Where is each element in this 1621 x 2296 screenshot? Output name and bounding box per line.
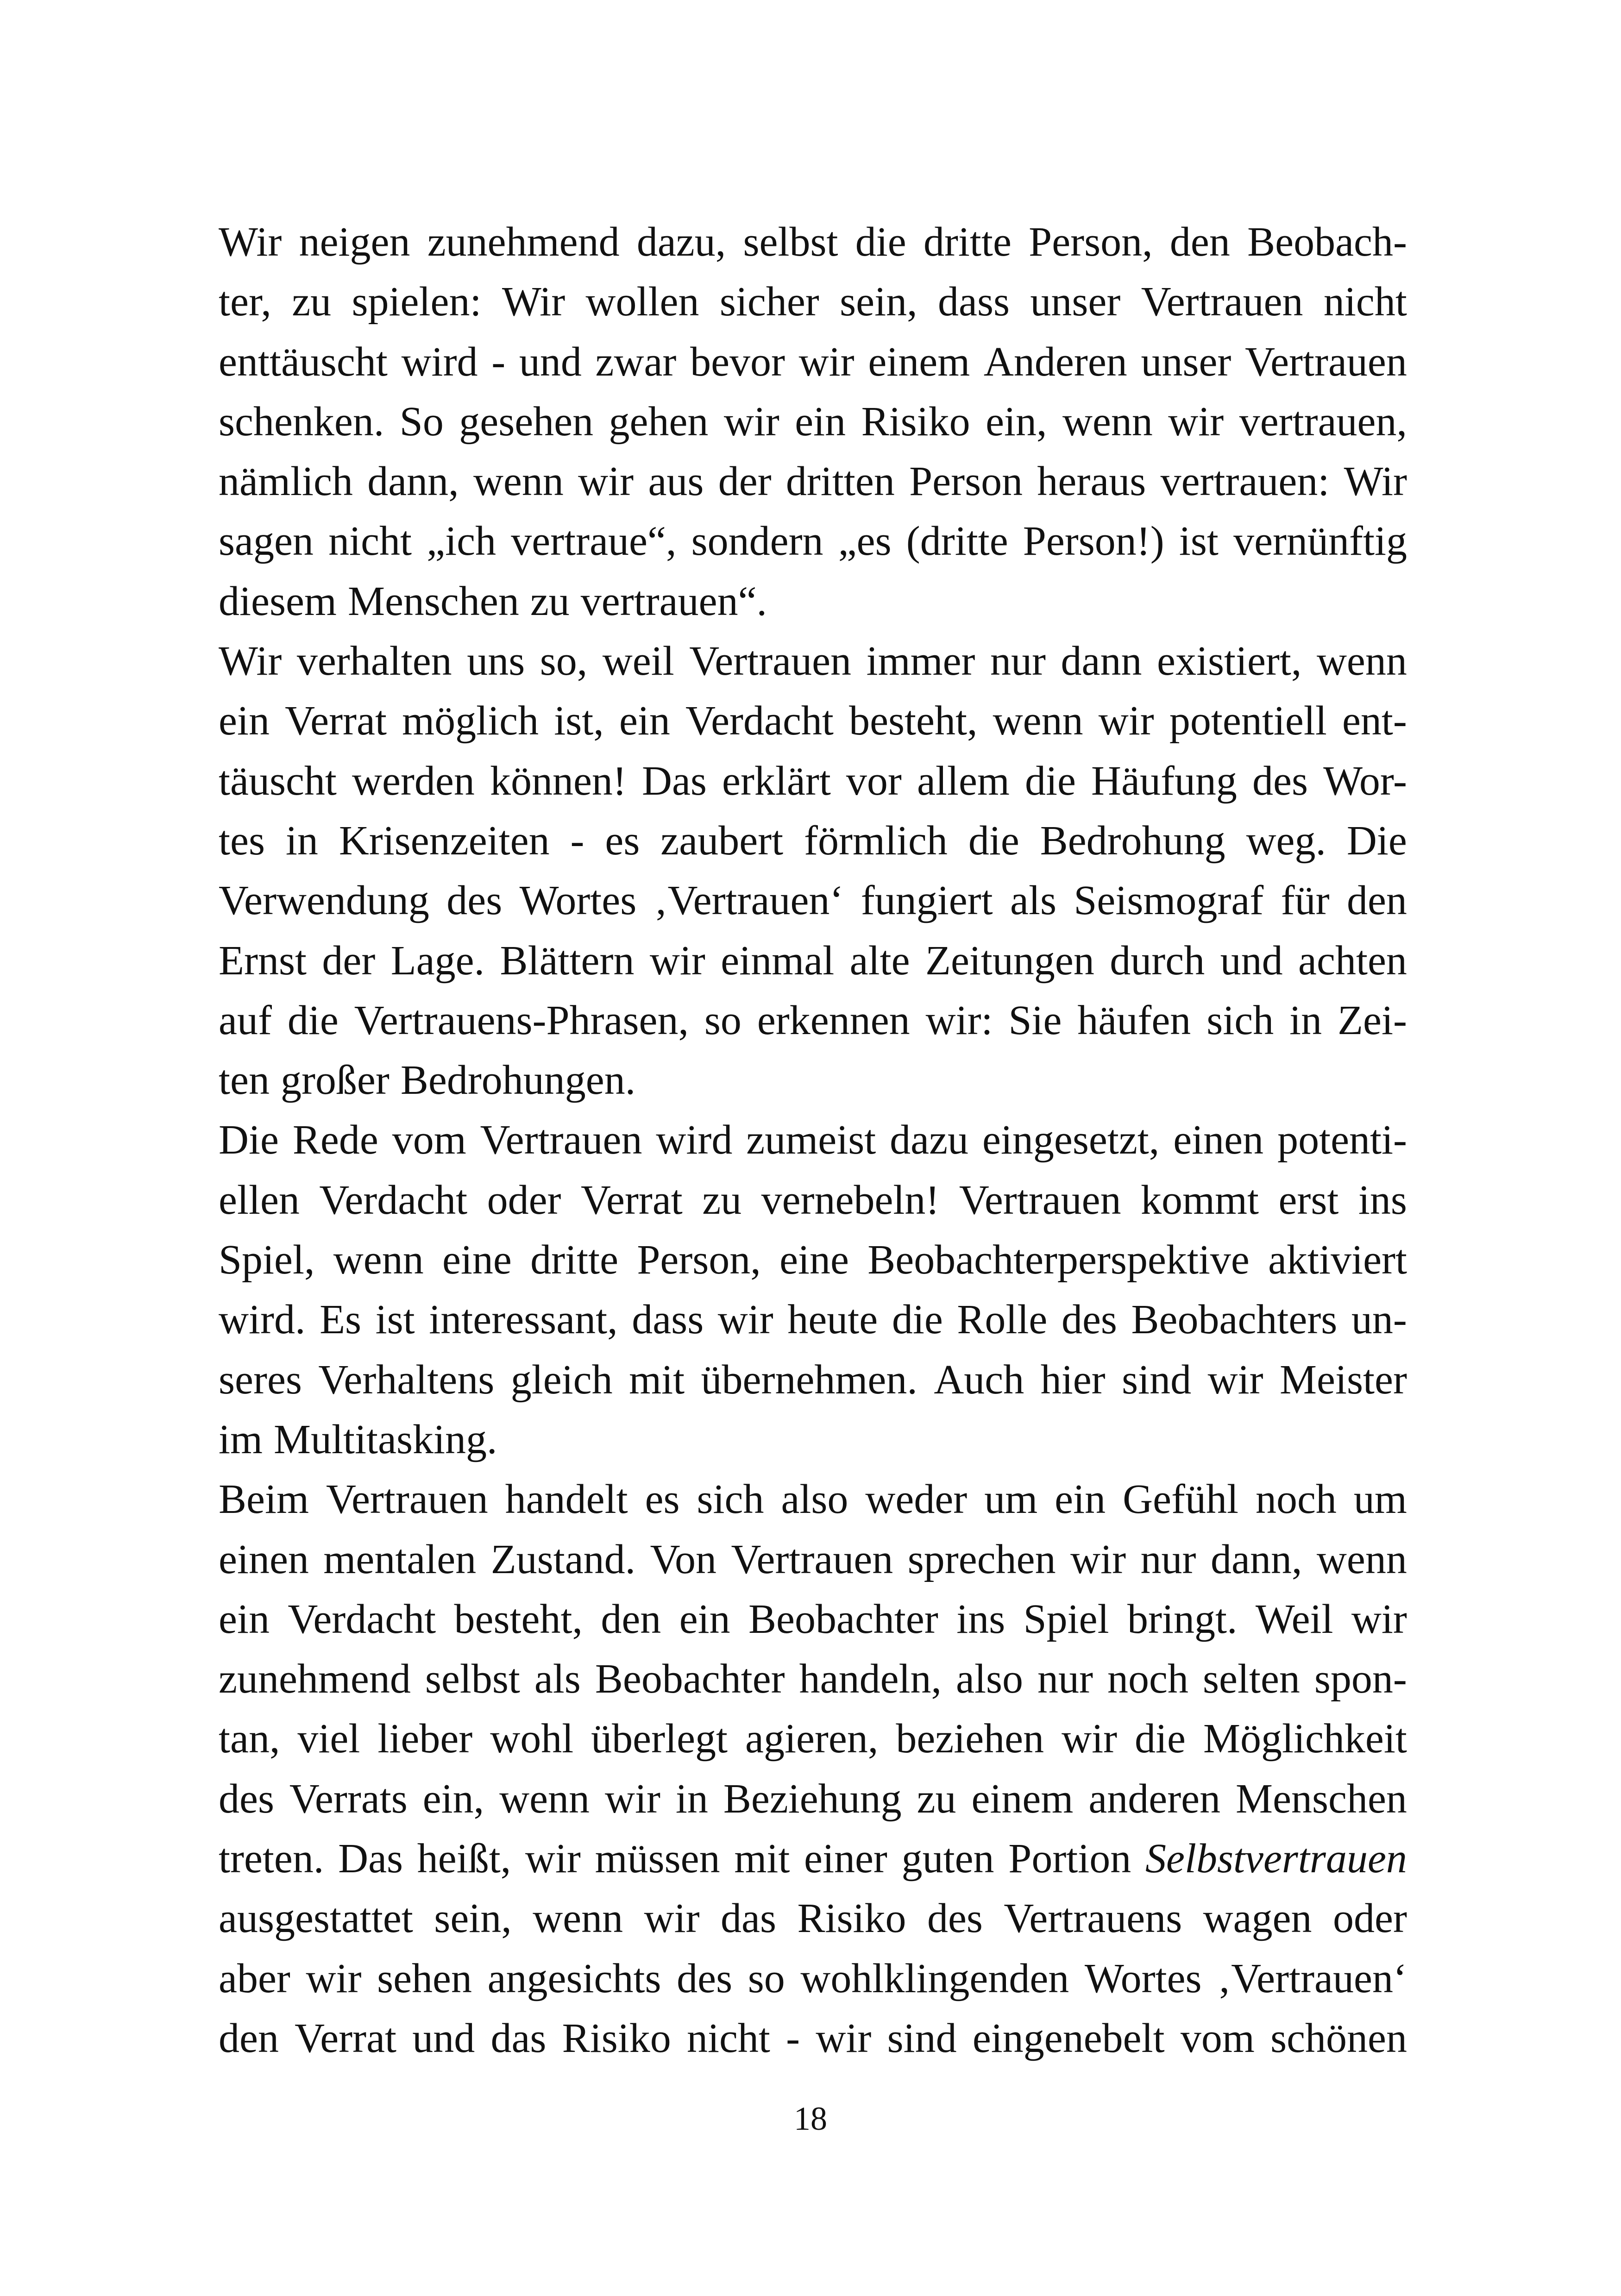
text-line: Wir neigen zunehmend dazu, selbst die dritte Person, den Beobach- [219,219,1407,265]
text-line: einen mentalen Zustand. Von Vertrauen sprechen wir nur dann, wenn [219,1536,1407,1582]
text-line: des Verrats ein, wenn wir in Beziehung zu einem anderen Menschen [219,1775,1407,1822]
text-line: täuscht werden können! Das erklärt vor allem die Häufung des Wor- [219,758,1407,804]
text-line: auf die Vertrauens-Phrasen, so erkennen wir: Sie häufen sich in Zei- [219,997,1407,1043]
text-line: im Multitasking. [219,1416,497,1462]
text-line: zunehmend selbst als Beobachter handeln, also nur noch selten spon- [219,1656,1407,1702]
text-line: tan, viel lieber wohl überlegt agieren, beziehen wir die Möglichkeit [219,1716,1407,1762]
text-line: nämlich dann, wenn wir aus der dritten Person heraus vertrauen: Wir [219,458,1407,505]
text-line: ein Verdacht besteht, den ein Beobachter ins Spiel bringt. Weil wir [219,1596,1407,1642]
text-line: sagen nicht „ich vertraue“, sondern „es (dritte Person!) ist vernünftig [219,518,1407,565]
text-line: den Verrat und das Risiko nicht - wir sind eingenebelt vom schönen [219,2015,1407,2061]
text-line: tes in Krisenzeiten - es zaubert förmlich die Bedrohung weg. Die [219,817,1407,864]
text-line: seres Verhaltens gleich mit übernehmen. Auch hier sind wir Meister [219,1356,1407,1403]
text-line: treten. Das heißt, wir müssen mit einer guten Portion Selbstvertrauen [219,1836,1407,1882]
text-line: schenken. So gesehen gehen wir ein Risiko ein, wenn wir vertrauen, [219,398,1407,445]
text-line: diesem Menschen zu vertrauen“. [219,578,767,624]
page-number: 18 [794,2100,827,2137]
text-line: enttäuscht wird - und zwar bevor wir einem Anderen unser Vertrauen [219,339,1407,385]
text-line: Wir verhalten uns so, weil Vertrauen immer nur dann existiert, wenn [219,638,1407,684]
text-line: Beim Vertrauen handelt es sich also weder um ein Gefühl noch um [219,1476,1407,1523]
text-line: ten großer Bedrohungen. [219,1057,636,1104]
text-line: aber wir sehen angesichts des so wohlklingenden Wortes ‚Vertrauen‘ [219,1955,1407,2001]
text-line: ein Verrat möglich ist, ein Verdacht besteht, wenn wir potentiell ent- [219,698,1407,744]
text-line: Die Rede vom Vertrauen wird zumeist dazu eingesetzt, einen potenti- [219,1117,1407,1163]
text-line: Verwendung des Wortes ‚Vertrauen‘ fungiert als Seismograf für den [219,878,1407,924]
text-line: wird. Es ist interessant, dass wir heute die Rolle des Beobachters un- [219,1297,1407,1343]
text-line: Ernst der Lage. Blättern wir einmal alte Zeitungen durch und achten [219,937,1407,984]
text-line: ausgestattet sein, wenn wir das Risiko des Vertrauens wagen oder [219,1895,1407,1942]
text-line: ter, zu spielen: Wir wollen sicher sein, dass unser Vertrauen nicht [219,279,1407,325]
text-line: ellen Verdacht oder Verrat zu vernebeln! Vertrauen kommt erst ins [219,1177,1407,1223]
text-line: Spiel, wenn eine dritte Person, eine Beobachterperspektive aktiviert [219,1237,1407,1283]
body-text [219,212,1407,2068]
